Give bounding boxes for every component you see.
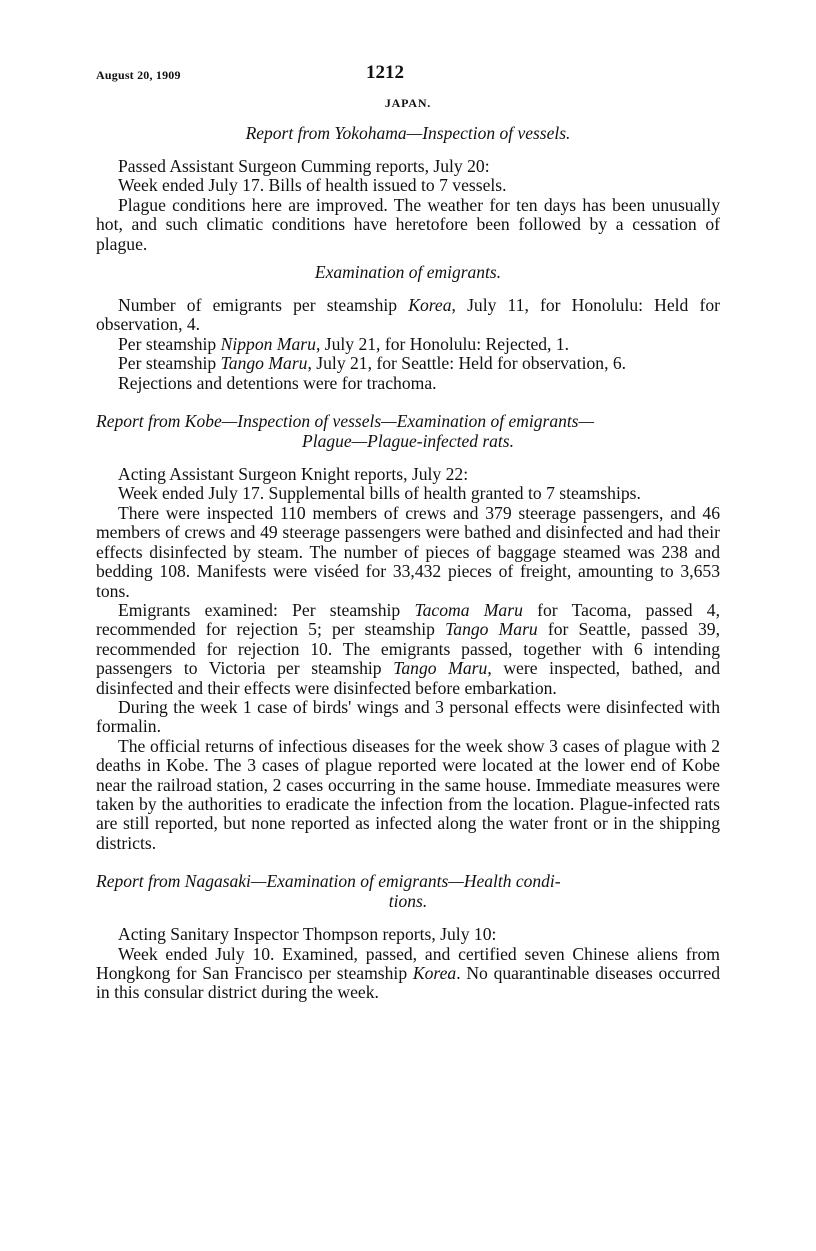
yokohama-paragraph-2: Week ended July 17. Bills of health issued to 7 vessels. bbox=[118, 175, 507, 196]
emigrants-paragraph-4: Rejections and detentions were for trachoma. bbox=[118, 372, 437, 393]
page-number: 1212 bbox=[366, 62, 404, 83]
ship-name: Tacoma Maru bbox=[414, 599, 523, 620]
kobe-report-title: Report from Kobe—Inspection of vessels—Examination of emigrants— Plague—Plague-infected rats. bbox=[96, 411, 595, 452]
publication-date: August 20, 1909 bbox=[96, 68, 181, 82]
emigrants-subtitle: Examination of emigrants. bbox=[314, 262, 502, 283]
emigrants-paragraph-1: Number of emigrants per steamship Korea, July 11, for Honolulu: Held for observation, 4. bbox=[96, 295, 721, 335]
kobe-paragraph-3: There were inspected 110 members of crews and 379 steerage passengers, and 46 members of crews and 49 steerage passengers were bathed and disinfected and had their effects disinfected by steam. The number of pieces of baggage steamed was 238 and bedding 108. Manifests were viséed for 33,432 pieces of freight, amounting to 3,653 tons. bbox=[96, 502, 720, 601]
yokohama-report-title: Report from Yokohama—Inspection of vessels. bbox=[245, 123, 571, 143]
ship-name: Nippon Maru bbox=[220, 333, 316, 354]
yokohama-paragraph-1: Passed Assistant Surgeon Cumming reports, July 20: bbox=[118, 156, 490, 176]
nagasaki-paragraph-1: Acting Sanitary Inspector Thompson reports, July 10: bbox=[118, 924, 497, 945]
kobe-paragraph-4: Emigrants examined: Per steamship Tacoma Maru for Tacoma, passed 4, recommended for rejection 5; per steamship Tango Maru for Seattle, passed 39, recommended for rejection 10. The emigrants passed, together with 6 intending passengers to Victoria per steamship Tango Maru, were inspected, bathed, and disinfected and their effects were disinfected before embarkation. bbox=[96, 599, 721, 698]
yokohama-paragraph-3: Plague conditions here are improved. The weather for ten days has been unusually hot, and such climatic conditions have heretofore been followed by a cessation of plague. bbox=[96, 194, 720, 254]
emigrants-paragraph-3: Per steamship Tango Maru, July 21, for Seattle: Held for observation, 6. bbox=[118, 353, 627, 374]
ship-name: Korea bbox=[412, 963, 457, 983]
kobe-paragraph-1: Acting Assistant Surgeon Knight reports, July 22: bbox=[118, 464, 469, 485]
document-page bbox=[96, 62, 720, 1003]
country-heading: JAPAN. bbox=[384, 96, 432, 110]
nagasaki-paragraph-2: Week ended July 10. Examined, passed, and certified seven Chinese aliens from Hongkong for San Francisco per steamship Korea. No quarantinable diseases occurred in this consular district during the week. bbox=[96, 943, 720, 1003]
emigrants-paragraph-2: Per steamship Nippon Maru, July 21, for Honolulu: Rejected, 1. bbox=[118, 333, 570, 354]
ship-name: Tango Maru bbox=[393, 658, 488, 679]
kobe-paragraph-6: The official returns of infectious diseases for the week show 3 cases of plague with 2 deaths in Kobe. The 3 cases of plague reported were located at the lower end of Kobe near the railroad station, 2 cases occurring in the same house. Immediate measures were taken by the authorities to eradicate the infection from the location. Plague-infected rats are still reported, but none reported as infected along the water front or in the shipping districts. bbox=[96, 735, 720, 853]
kobe-paragraph-2: Week ended July 17. Supplemental bills of health granted to 7 steamships. bbox=[118, 483, 641, 504]
running-head bbox=[96, 62, 720, 88]
kobe-paragraph-5: During the week 1 case of birds' wings and 3 personal effects were disinfected with formalin. bbox=[96, 696, 720, 737]
ship-name: Tango Maru bbox=[445, 619, 538, 640]
nagasaki-report-title: Report from Nagasaki—Examination of emigrants—Health condi- tions. bbox=[96, 871, 561, 912]
ship-name: Korea bbox=[408, 295, 452, 316]
ship-name: Tango Maru bbox=[220, 353, 308, 374]
